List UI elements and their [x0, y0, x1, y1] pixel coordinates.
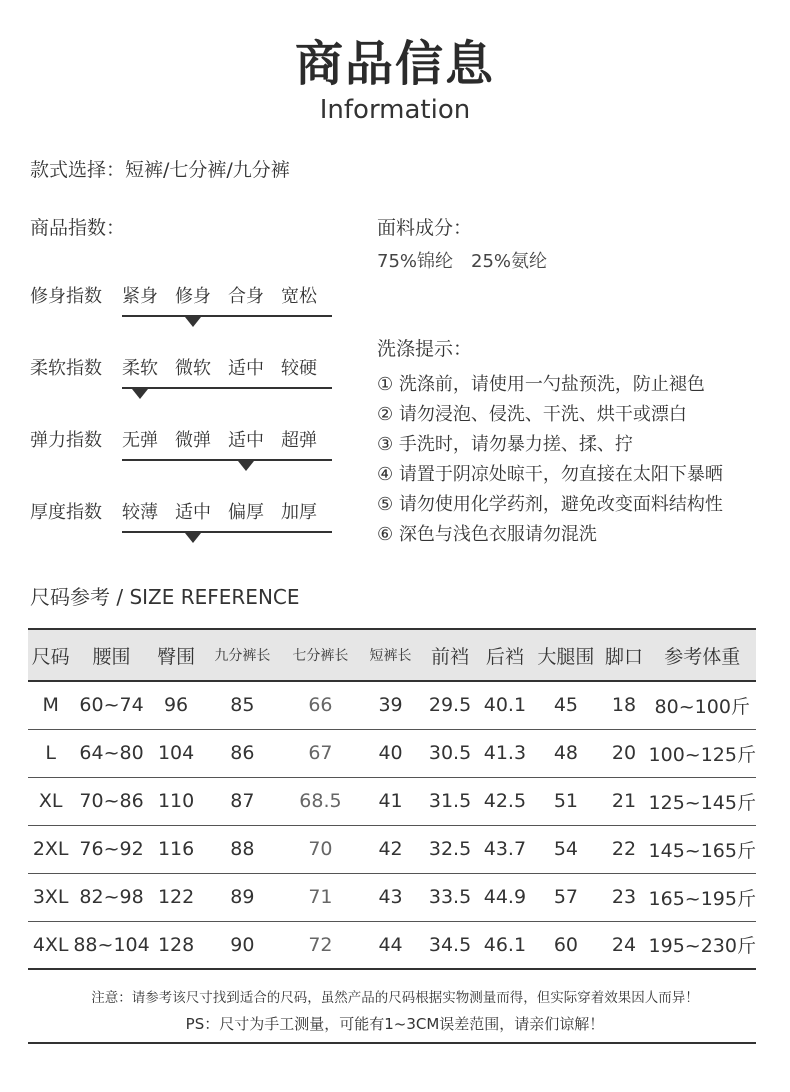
table-cell: 46.1: [477, 921, 532, 969]
table-cell: 41.3: [477, 729, 532, 777]
index-option: 适中: [228, 430, 264, 451]
table-cell: 54: [532, 825, 599, 873]
table-cell: 88~104: [73, 921, 149, 969]
page-subtitle: Information: [319, 95, 471, 125]
index-label: 柔软指数: [30, 358, 102, 379]
column-header: 前裆: [423, 629, 478, 681]
table-cell: 44.9: [477, 873, 532, 921]
column-header: 大腿围: [532, 629, 599, 681]
washing-heading: 洗涤提示：: [377, 338, 473, 360]
table-cell: 24: [599, 921, 648, 969]
table-cell: 82~98: [73, 873, 149, 921]
index-option: 加厚: [281, 502, 317, 523]
table-row: [28, 873, 756, 921]
fabric-item: 75%锦纶: [377, 251, 454, 272]
table-cell: 87: [202, 777, 282, 825]
table-cell: 100~125斤: [648, 729, 756, 777]
washing-item: ③ 手洗时，请勿暴力搓、揉、拧: [377, 434, 633, 455]
index-row: [30, 356, 350, 396]
washing-item: ⑥ 深色与浅色衣服请勿混洗: [377, 524, 597, 545]
column-header: 参考体重: [648, 629, 756, 681]
table-cell: 44: [359, 921, 423, 969]
table-row: [28, 921, 756, 969]
column-header: 尺码: [28, 629, 73, 681]
index-option: 较硬: [281, 358, 317, 379]
index-option: 柔软: [122, 358, 158, 379]
product-index-heading: 商品指数：: [30, 217, 126, 239]
index-option: 紧身: [122, 286, 158, 307]
index-option: 偏厚: [228, 502, 264, 523]
table-cell: 23: [599, 873, 648, 921]
table-cell: 31.5: [423, 777, 478, 825]
table-cell: 39: [359, 681, 423, 729]
table-cell: 40: [359, 729, 423, 777]
index-label: 厚度指数: [30, 502, 102, 523]
index-option: 修身: [175, 286, 211, 307]
table-cell: L: [28, 729, 73, 777]
index-option: 超弹: [281, 430, 317, 451]
index-row: [30, 428, 350, 468]
table-cell: 89: [202, 873, 282, 921]
index-marker-icon: [185, 533, 201, 543]
table-cell: 110: [150, 777, 203, 825]
table-cell: 29.5: [423, 681, 478, 729]
table-cell: 70~86: [73, 777, 149, 825]
table-row: [28, 729, 756, 777]
column-header: 臀围: [150, 629, 203, 681]
table-row: [28, 777, 756, 825]
column-header: 后裆: [477, 629, 532, 681]
table-cell: 96: [150, 681, 203, 729]
index-scale-line: [122, 459, 332, 461]
index-row: [30, 284, 350, 324]
index-option: 微弹: [175, 430, 211, 451]
table-cell: 90: [202, 921, 282, 969]
table-cell: 122: [150, 873, 203, 921]
table-cell: 67: [282, 729, 358, 777]
size-reference-heading: 尺码参考 / SIZE REFERENCE: [30, 585, 300, 609]
table-cell: 34.5: [423, 921, 478, 969]
table-cell: 32.5: [423, 825, 478, 873]
measurement-note: PS：尺寸为手工测量，可能有1~3CM误差范围，请亲们谅解！: [185, 1015, 605, 1033]
table-cell: XL: [28, 777, 73, 825]
page-title: 商品信息: [294, 36, 495, 92]
index-scale-line: [122, 531, 332, 533]
index-scale-line: [122, 315, 332, 317]
table-cell: 60~74: [73, 681, 149, 729]
table-cell: 125~145斤: [648, 777, 756, 825]
table-cell: 104: [150, 729, 203, 777]
table-cell: 21: [599, 777, 648, 825]
table-cell: 45: [532, 681, 599, 729]
table-cell: 42: [359, 825, 423, 873]
table-cell: 88: [202, 825, 282, 873]
table-cell: 72: [282, 921, 358, 969]
table-cell: 66: [282, 681, 358, 729]
index-option: 合身: [228, 286, 264, 307]
table-row: [28, 681, 756, 729]
table-cell: 85: [202, 681, 282, 729]
table-cell: 51: [532, 777, 599, 825]
table-cell: 43: [359, 873, 423, 921]
washing-item: ④ 请置于阴凉处晾干，勿直接在太阳下暴晒: [377, 464, 723, 485]
fabric-composition: [377, 249, 565, 275]
table-cell: 18: [599, 681, 648, 729]
washing-item: ② 请勿浸泡、侵洗、干洗、烘干或漂白: [377, 404, 687, 425]
index-marker-icon: [185, 317, 201, 327]
column-header: 九分裤长: [202, 629, 282, 681]
table-cell: 64~80: [73, 729, 149, 777]
washing-instructions: [377, 370, 777, 550]
index-marker-icon: [238, 461, 254, 471]
table-cell: M: [28, 681, 73, 729]
table-cell: 195~230斤: [648, 921, 756, 969]
index-option: 无弹: [122, 430, 158, 451]
table-row: [28, 825, 756, 873]
index-option: 适中: [175, 502, 211, 523]
table-cell: 165~195斤: [648, 873, 756, 921]
washing-item: ⑤ 请勿使用化学药剂，避免改变面料结构性: [377, 494, 723, 515]
style-selection: 款式选择：短裤/七分裤/九分裤: [30, 159, 290, 181]
table-cell: 76~92: [73, 825, 149, 873]
table-cell: 43.7: [477, 825, 532, 873]
index-option: 适中: [228, 358, 264, 379]
column-header: 短裤长: [359, 629, 423, 681]
table-cell: 3XL: [28, 873, 73, 921]
washing-item: ① 洗涤前，请使用一勺盐预洗，防止褪色: [377, 374, 705, 395]
table-cell: 4XL: [28, 921, 73, 969]
table-cell: 41: [359, 777, 423, 825]
column-header: 七分裤长: [282, 629, 358, 681]
table-cell: 60: [532, 921, 599, 969]
table-cell: 30.5: [423, 729, 478, 777]
table-cell: 42.5: [477, 777, 532, 825]
index-option: 宽松: [281, 286, 317, 307]
index-option: 微软: [175, 358, 211, 379]
table-cell: 116: [150, 825, 203, 873]
table-cell: 2XL: [28, 825, 73, 873]
table-cell: 40.1: [477, 681, 532, 729]
table-cell: 70: [282, 825, 358, 873]
index-scale-line: [122, 387, 332, 389]
table-cell: 128: [150, 921, 203, 969]
table-cell: 68.5: [282, 777, 358, 825]
index-marker-icon: [132, 389, 148, 399]
table-cell: 57: [532, 873, 599, 921]
column-header: 脚口: [599, 629, 648, 681]
table-cell: 71: [282, 873, 358, 921]
bottom-divider: [28, 1042, 756, 1044]
column-header: 腰围: [73, 629, 149, 681]
index-label: 弹力指数: [30, 430, 102, 451]
fabric-heading: 面料成分：: [377, 217, 473, 239]
table-cell: 22: [599, 825, 648, 873]
notice-text: 注意：请参考该尺寸找到适合的尺码，虽然产品的尺码根据实物测量而得，但实际穿着效果因人而异！: [91, 990, 699, 1006]
index-label: 修身指数: [30, 286, 102, 307]
table-cell: 33.5: [423, 873, 478, 921]
size-table-body: [28, 681, 756, 969]
index-row: [30, 500, 350, 540]
table-cell: 80~100斤: [648, 681, 756, 729]
table-cell: 145~165斤: [648, 825, 756, 873]
size-table-header-row: [28, 629, 756, 681]
table-cell: 20: [599, 729, 648, 777]
table-cell: 86: [202, 729, 282, 777]
size-table: [28, 628, 756, 970]
table-cell: 48: [532, 729, 599, 777]
index-option: 较薄: [122, 502, 158, 523]
fabric-item: 25%氨纶: [471, 251, 548, 272]
